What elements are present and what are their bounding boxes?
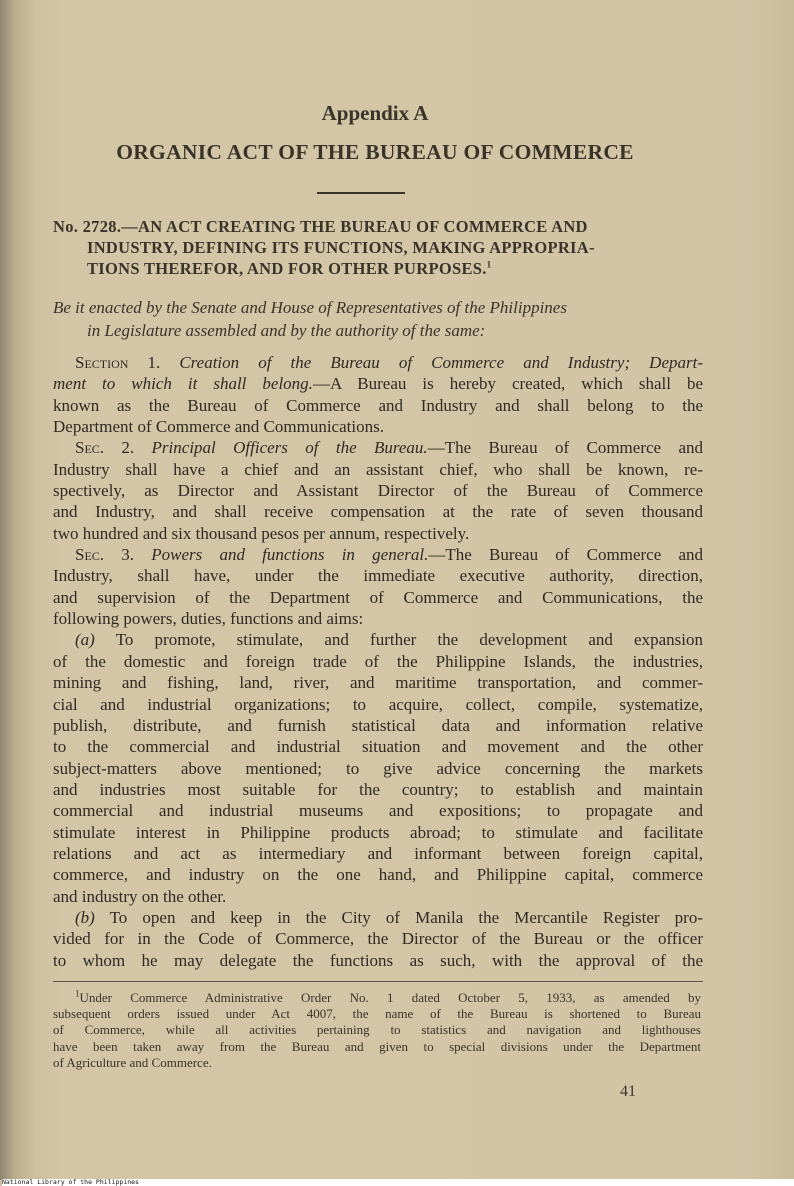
footnote-reference: 1 (486, 259, 492, 270)
footnote-line: have been taken away from the Bureau and given to special divisions under the Department (53, 1038, 701, 1054)
section-heading: Creation of the Bureau of Commerce and Industry; Depart- (179, 353, 703, 372)
section-label: Section 1. (75, 353, 161, 372)
act-title-line: No. 2728.—AN ACT CREATING THE BUREAU OF COMMERCE AND (53, 217, 588, 236)
title-divider (317, 192, 405, 194)
act-title-line: INDUSTRY, DEFINING ITS FUNCTIONS, MAKING APPROPRIA- (87, 238, 595, 257)
body-line: mining and fishing, land, river, and maritime transportation, and commer- (53, 673, 703, 693)
section-label: Sec. 3. (75, 545, 135, 565)
body-line: Department of Commerce and Communications. (53, 417, 384, 437)
enacting-line: Be it enacted by the Senate and House of Representatives of the Philippines (53, 298, 567, 317)
section-label: Sec. 2. (75, 438, 135, 458)
footnote-line: of Agriculture and Commerce. (53, 1054, 212, 1070)
body-line: and supervision of the Department of Commerce and Communications, the (53, 587, 703, 607)
body-line: commercial and industrial museums and expositions; to propagate and (53, 801, 703, 821)
section-3-line: Sec. 3. Powers and functions in general.—The Bureau of Commerce and (75, 545, 704, 565)
footnote-line: of Commerce, while all activities pertaining to statistics and navigation and lighthouses (53, 1022, 701, 1038)
paragraph-a-line: (a) To promote, stimulate, and further the development and expansion (75, 630, 703, 650)
body-line: Industry shall have a chief and an assistant chief, who shall be known, re- (53, 459, 703, 479)
body-line: cial and industrial organizations; to acquire, collect, compile, systematize, (53, 694, 703, 714)
body-line: spectively, as Director and Assistant Director of the Bureau of Commerce (53, 481, 703, 501)
body-line: to the commercial and industrial situation and movement and the other (53, 737, 703, 757)
enacting-clause (53, 296, 703, 342)
body-line: publish, distribute, and furnish statistical data and information relative (53, 715, 703, 735)
paragraph-marker: (b) (75, 907, 95, 927)
body-line: following powers, duties, functions and aims: (53, 609, 364, 629)
footnote (53, 990, 701, 1071)
body-line: Industry, shall have, under the immediate executive authority, direction, (53, 566, 703, 586)
act-title (53, 216, 703, 279)
body-line: of the domestic and foreign trade of the Philippine Islands, the industries, (53, 651, 703, 671)
body-line: and Industry, and shall receive compensation at the rate of seven thousand (53, 502, 703, 522)
body-line: and industry on the other. (53, 886, 227, 906)
section-1-line (53, 352, 703, 373)
paragraph-marker: (a) (75, 630, 95, 650)
body-line: to whom he may delegate the functions as such, with the approval of the (53, 950, 703, 970)
appendix-label: Appendix A (321, 101, 429, 125)
footnote-marker: 1 (75, 988, 80, 999)
library-credit: National Library of the Philippines (2, 1179, 794, 1186)
body-line: stimulate interest in Philippine products abroad; to stimulate and facilitate (53, 822, 703, 842)
body-line: relations and act as intermediary and informant between foreign capital, (53, 843, 703, 863)
body-line: two hundred and six thousand pesos per annum, respectively. (53, 523, 470, 543)
act-body (53, 352, 703, 971)
section-heading: Powers and functions in general. (151, 545, 429, 565)
body-line: and industries most suitable for the country; to establish and maintain (53, 779, 703, 799)
body-line: commerce, and industry on the one hand, and Philippine capital, commerce (53, 865, 703, 885)
chapter-title: ORGANIC ACT OF THE BUREAU OF COMMERCE (116, 140, 634, 164)
section-2-line: Sec. 2. Principal Officers of the Bureau.—The Bureau of Commerce and (75, 438, 703, 458)
page-number: 41 (620, 1083, 636, 1100)
act-title-line: TIONS THEREFOR, AND FOR OTHER PURPOSES.$^1$ (87, 259, 492, 278)
section-heading: Principal Officers of the Bureau. (151, 438, 428, 458)
footnote-line: subsequent orders issued under Act 4007, the name of the Bureau is shortened to Bureau (53, 1006, 701, 1022)
body-line: vided for in the Code of Commerce, the Director of the Bureau or the officer (53, 929, 703, 949)
enacting-line: in Legislature assembled and by the authority of the same: (87, 321, 486, 340)
body-line: known as the Bureau of Commerce and Industry and shall belong to the (53, 395, 703, 415)
section-1-line: ment to which it shall belong.—A Bureau is hereby created, which shall be (53, 374, 703, 394)
section-heading: ment to which it shall belong. (53, 374, 313, 394)
body-line: subject-matters above mentioned; to give advice concerning the markets (53, 758, 703, 778)
footnote-divider (53, 981, 703, 982)
paragraph-b-line: (b) To open and keep in the City of Manila the Mercantile Register pro- (75, 907, 703, 927)
footnote-line: $^1$Under Commerce Administrative Order No. 1 dated October 5, 1933, as amended by (75, 988, 701, 1005)
